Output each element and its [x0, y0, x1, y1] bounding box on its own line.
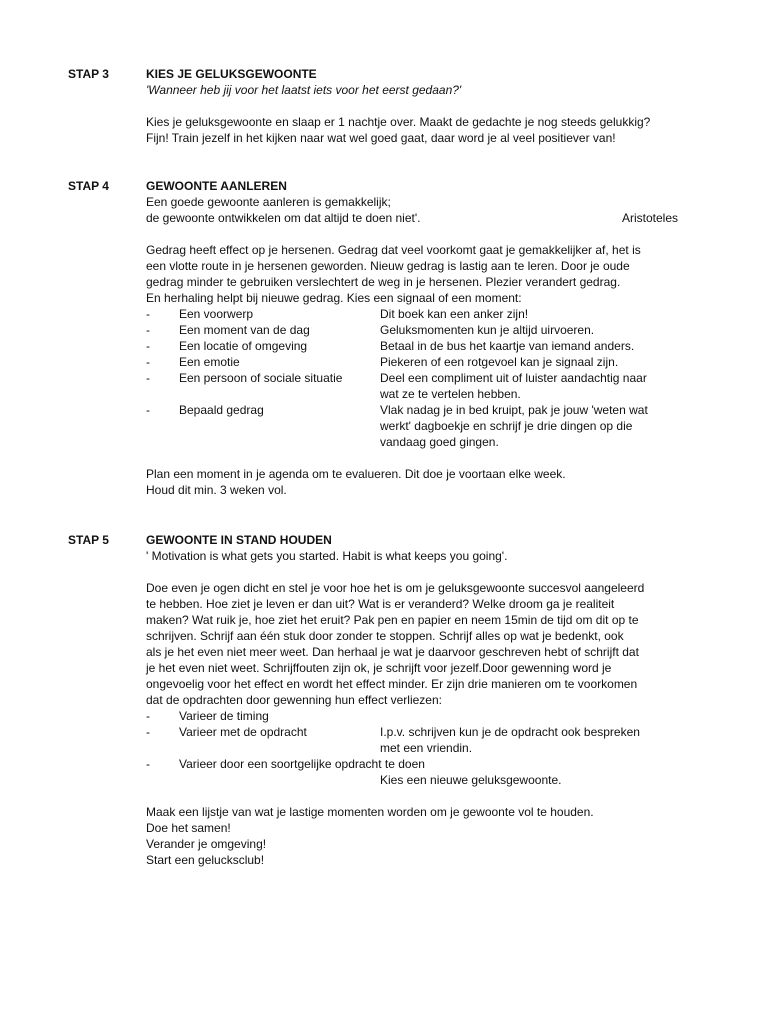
bullet-dash: -	[146, 403, 150, 417]
stap5-closing-line: Verander je omgeving!	[146, 837, 267, 851]
list-item-label: Varieer met de opdracht	[179, 725, 307, 739]
stap3-section	[146, 66, 706, 146]
bullet-dash: -	[146, 323, 150, 337]
stap4-title: GEWOONTE AANLEREN	[146, 179, 287, 193]
stap3-paragraph-line: Fijn! Train jezelf in het kijken naar wat wel goed gaat, daar word je al veel positiever van!	[146, 131, 616, 145]
stap5-label: STAP 5	[68, 533, 109, 547]
list-item-continuation	[146, 740, 706, 756]
stap4-closing-line: Plan een moment in je agenda om te evalueren. Dit doe je voortaan elke week.	[146, 467, 566, 481]
stap4-paragraph-line: Gedrag heeft effect op je hersenen. Gedrag dat veel voorkomt gaat je gemakkelijker af, het is	[146, 243, 641, 257]
bullet-dash: -	[146, 339, 150, 353]
stap5-paragraph-line: schrijven. Schrijf aan één stuk door zonder te stoppen. Schrijf alles op wat je bedenkt, ook	[146, 629, 624, 643]
list-item-continuation	[146, 418, 706, 434]
bullet-dash: -	[146, 307, 150, 321]
list-item-description: I.p.v. schrijven kun je de opdracht ook bespreken	[380, 725, 640, 739]
list-item-description: Piekeren of een rotgevoel kan je signaal zijn.	[380, 355, 619, 369]
stap4-section	[146, 178, 706, 498]
stap5-section	[146, 532, 706, 868]
stap4-closing-line: Houd dit min. 3 weken vol.	[146, 483, 287, 497]
stap3-title: KIES JE GELUKSGEWOONTE	[146, 67, 317, 81]
stap5-paragraph-line: als je het even niet meer weet. Dan herhaal je wat je daarvoor geschreven hebt of schrijft dat	[146, 645, 639, 659]
list-item-continuation	[146, 386, 706, 402]
list-item-description: met een vriendin.	[380, 741, 473, 755]
list-item-continuation	[146, 434, 706, 450]
stap5-paragraph-line: ongevoelig voor het effect en wordt het effect minder. Er zijn drie manieren om te voorkomen	[146, 677, 638, 691]
list-item-label: Een locatie of omgeving	[179, 339, 308, 353]
list-item	[146, 402, 706, 418]
stap4-paragraph-line: En herhaling helpt bij nieuwe gedrag. Kies een signaal of een moment:	[146, 291, 522, 305]
bullet-dash: -	[146, 371, 150, 385]
list-item-description: wat ze te vertelen hebben.	[380, 387, 521, 401]
bullet-dash: -	[146, 725, 150, 739]
list-item-label: Een persoon of sociale situatie	[179, 371, 343, 385]
list-item-description: vandaag goed gingen.	[380, 435, 499, 449]
list-item-description: Deel een compliment uit of luister aandachtig naar	[380, 371, 647, 385]
stap5-paragraph-line: maken? Wat ruik je, hoe ziet het eruit? Pak pen en papier en neem 15min de tijd om dit op te	[146, 613, 639, 627]
stap3-paragraph-line: Kies je geluksgewoonte en slaap er 1 nachtje over. Maakt de gedachte je nog steeds gelukkig?	[146, 115, 651, 129]
stap5-closing-line: Doe het samen!	[146, 821, 231, 835]
list-item-continuation	[146, 772, 706, 788]
list-item-description: Geluksmomenten kun je altijd uirvoeren.	[380, 323, 595, 337]
stap4-quote-row	[146, 210, 706, 226]
list-item	[146, 370, 706, 386]
stap5-title: GEWOONTE IN STAND HOUDEN	[146, 533, 332, 547]
list-item-label: Bepaald gedrag	[179, 403, 264, 417]
list-item-label: Een moment van de dag	[179, 323, 310, 337]
stap4-paragraph-line: een vlotte route in je hersenen geworden. Nieuw gedrag is lastig aan te leren. Door je oude	[146, 259, 630, 273]
list-item	[146, 322, 706, 338]
list-item-description: Dit boek kan een anker zijn!	[380, 307, 529, 321]
stap5-paragraph-line: te hebben. Hoe ziet je leven er dan uit? Wat is er veranderd? Welke droom ga je realiteit	[146, 597, 615, 611]
list-item-label: Een emotie	[179, 355, 240, 369]
list-item	[146, 354, 706, 370]
list-item	[146, 338, 706, 354]
list-item-label: Varieer de timing	[179, 709, 269, 723]
stap4-quote-author: Aristoteles	[622, 211, 679, 225]
stap5-paragraph-line: je het even niet weet. Schrijffouten zijn ok, je schrijft voor jezelf.Door gewenning word je	[146, 661, 612, 675]
bullet-dash: -	[146, 709, 150, 723]
stap3-label: STAP 3	[68, 67, 109, 81]
stap4-paragraph-line: gedrag minder te gebruiken verslechtert de weg in je hersenen. Plezier verandert gedrag.	[146, 275, 621, 289]
list-item-description: Betaal in de bus het kaartje van iemand anders.	[380, 339, 635, 353]
list-item-description: werkt' dagboekje en schrijf je drie dingen op die	[380, 419, 633, 433]
bullet-dash: -	[146, 757, 150, 771]
stap5-paragraph-line: Doe even je ogen dicht en stel je voor hoe het is om je geluksgewoonte succesvol aangeleerd	[146, 581, 645, 595]
list-item	[146, 756, 706, 772]
list-item	[146, 724, 706, 740]
stap5-paragraph-line: dat de opdrachten door gewenning hun effect verliezen:	[146, 693, 442, 707]
bullet-dash: -	[146, 355, 150, 369]
list-item-description: Kies een nieuwe geluksgewoonte.	[380, 773, 562, 787]
list-item	[146, 306, 706, 322]
stap3-quote: 'Wanneer heb jij voor het laatst iets voor het eerst gedaan?'	[146, 83, 462, 97]
list-item-description: Vlak nadag je in bed kruipt, pak je jouw 'weten wat	[380, 403, 648, 417]
stap4-quote-line: Een goede gewoonte aanleren is gemakkelijk;	[146, 195, 391, 209]
list-item-label: Varieer door een soortgelijke opdracht te doen	[179, 757, 425, 771]
list-item-label: Een voorwerp	[179, 307, 254, 321]
stap4-quote-line: de gewoonte ontwikkelen om dat altijd te doen niet'.	[146, 211, 421, 225]
stap5-quote: ' Motivation is what gets you started. Habit is what keeps you going'.	[146, 549, 508, 563]
stap5-closing-line: Start een gelucksclub!	[146, 853, 265, 867]
stap4-label: STAP 4	[68, 179, 109, 193]
stap5-closing-line: Maak een lijstje van wat je lastige momenten worden om je gewoonte vol te houden.	[146, 805, 594, 819]
list-item	[146, 708, 706, 724]
